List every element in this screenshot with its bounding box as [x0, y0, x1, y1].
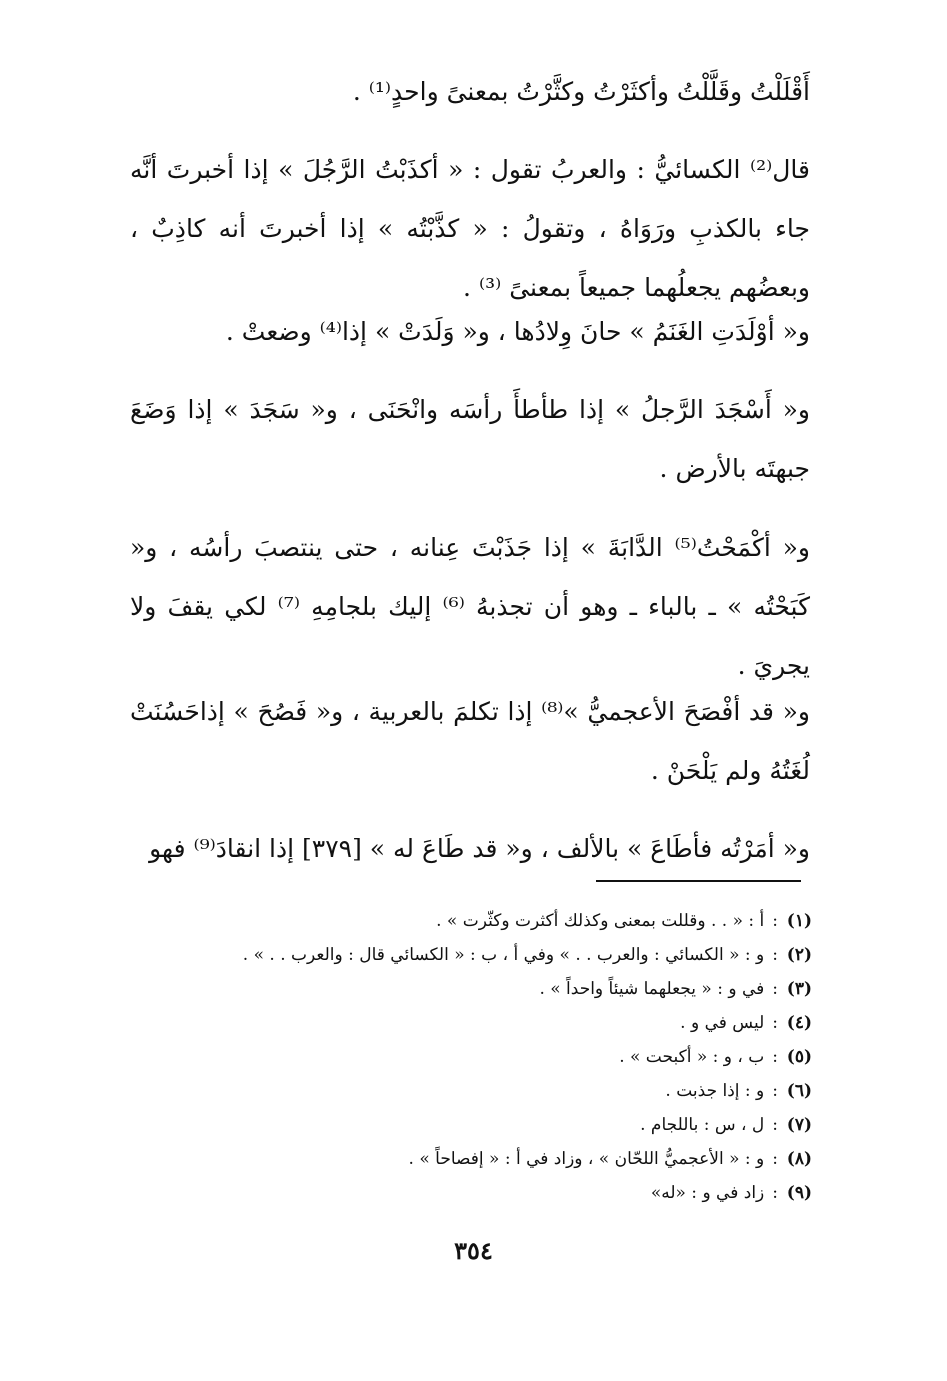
footnotes-list	[140, 904, 812, 1210]
footnote-separator: :	[772, 1183, 778, 1203]
footnote-number: (٨)	[786, 1149, 812, 1169]
footnote-number: (٩)	[786, 1183, 812, 1203]
footnote-number: (١)	[786, 911, 812, 931]
footnote-number: (٢)	[786, 945, 812, 965]
paragraph-6: و« قد أفْصَحَ الأعجميُّ »⁽⁸⁾ إذا تكلمَ بالعربية ، و« فَصُحَ » إذاحَسُنَتْ لُغَتُهُ ولم يَلْحَنْ .	[130, 697, 810, 785]
footnote-number: (٣)	[786, 979, 812, 999]
footnote-separator: :	[772, 1047, 778, 1067]
footnote-4	[140, 1006, 812, 1040]
footnote-text: أ : « . . وقللت بمعنى وكذلك أكثرت وكثّرت » .	[436, 911, 765, 931]
paragraph-4: و« أَسْجَدَ الرَّجلُ » إذا طأطأَ رأسَه وانْحَنَى ، و« سَجَدَ » إذا وَضَعَ جبهتَه بالأرض .	[130, 395, 810, 483]
footnote-separator: :	[772, 1013, 778, 1033]
footnote-separator: :	[772, 911, 778, 931]
footnote-5	[140, 1040, 812, 1074]
footnote-number: (٥)	[786, 1047, 812, 1067]
footnote-7	[140, 1108, 812, 1142]
footnote-number: (٧)	[786, 1115, 812, 1135]
page-number: ٣٥٤	[454, 1236, 493, 1265]
footnote-text: في و : « يجعلهما شيئاً واحداً » .	[539, 979, 765, 999]
footnote-separator: :	[772, 1115, 778, 1135]
footnote-text: ليس في و .	[680, 1013, 765, 1033]
footnote-divider	[596, 880, 801, 882]
footnote-number: (٤)	[786, 1013, 812, 1033]
footnote-8	[140, 1142, 812, 1176]
footnote-text: ل ، س : باللجام .	[640, 1115, 765, 1135]
footnote-text: ب ، و : « أكبحت » .	[619, 1047, 765, 1067]
paragraph-5: و« أكْمَحْتُ⁽⁵⁾ الدَّابَةَ » إذا جَذَبْتَ عِنانه ، حتى ينتصبَ رأسُه ، و« كَبَحْتُه » ـ بالباء ـ وهو أن تجذبهُ ⁽⁶⁾ إليك بلجامِهِ ⁽⁷⁾ لكي يقفَ ولا يجريَ .	[130, 533, 810, 680]
footnote-text: و : « الأعجميُّ اللحّان » ، وزاد في أ : « إفصاحاً » .	[408, 1149, 765, 1169]
footnote-6	[140, 1074, 812, 1108]
footnote-text: و : إذا جذبت .	[665, 1081, 765, 1101]
paragraph-7: و« أمَرْتُه فأطَاعَ » بالألف ، و« قد طَاعَ له » [٣٧٩] إذا انقادَ⁽⁹⁾ فهو	[149, 834, 810, 863]
paragraph-1: أَقْلَلْتُ وقَلَّلْتُ وأكثَرْتُ وكثَّرْتُ بمعنىً واحدٍ⁽¹⁾ .	[352, 77, 810, 106]
footnote-text: و : « الكسائي : والعرب . . » وفي أ ، ب : « الكسائي قال : والعرب . . » .	[242, 945, 765, 965]
paragraph-2: قال⁽²⁾ الكسائيُّ : والعربُ تقول : « أكذَبْتُ الرَّجُلَ » إذا أخبرتَ أنَّه جاء بالكذبِ ورَوَاهُ ، وتقولُ : « كذَّبْتُه » إذا أخبرتَ أنه كاذِبٌ ، وبعضُهم يجعلُهما جميعاً بمعنىً ⁽³⁾ .	[130, 155, 810, 302]
footnote-3	[140, 972, 812, 1006]
paragraph-3: و« أوْلَدَتِ الغَنَمُ » حانَ وِلادُها ، و« وَلَدَتْ » إذا⁽⁴⁾ وضعتْ .	[225, 317, 810, 346]
footnote-2	[140, 938, 812, 972]
footnote-separator: :	[772, 1149, 778, 1169]
footnote-1	[140, 904, 812, 938]
footnote-separator: :	[772, 945, 778, 965]
footnote-number: (٦)	[786, 1081, 812, 1101]
footnote-9	[140, 1176, 812, 1210]
footnote-separator: :	[772, 1081, 778, 1101]
footnote-separator: :	[772, 979, 778, 999]
footnote-text: زاد في و : «له»	[650, 1183, 765, 1203]
